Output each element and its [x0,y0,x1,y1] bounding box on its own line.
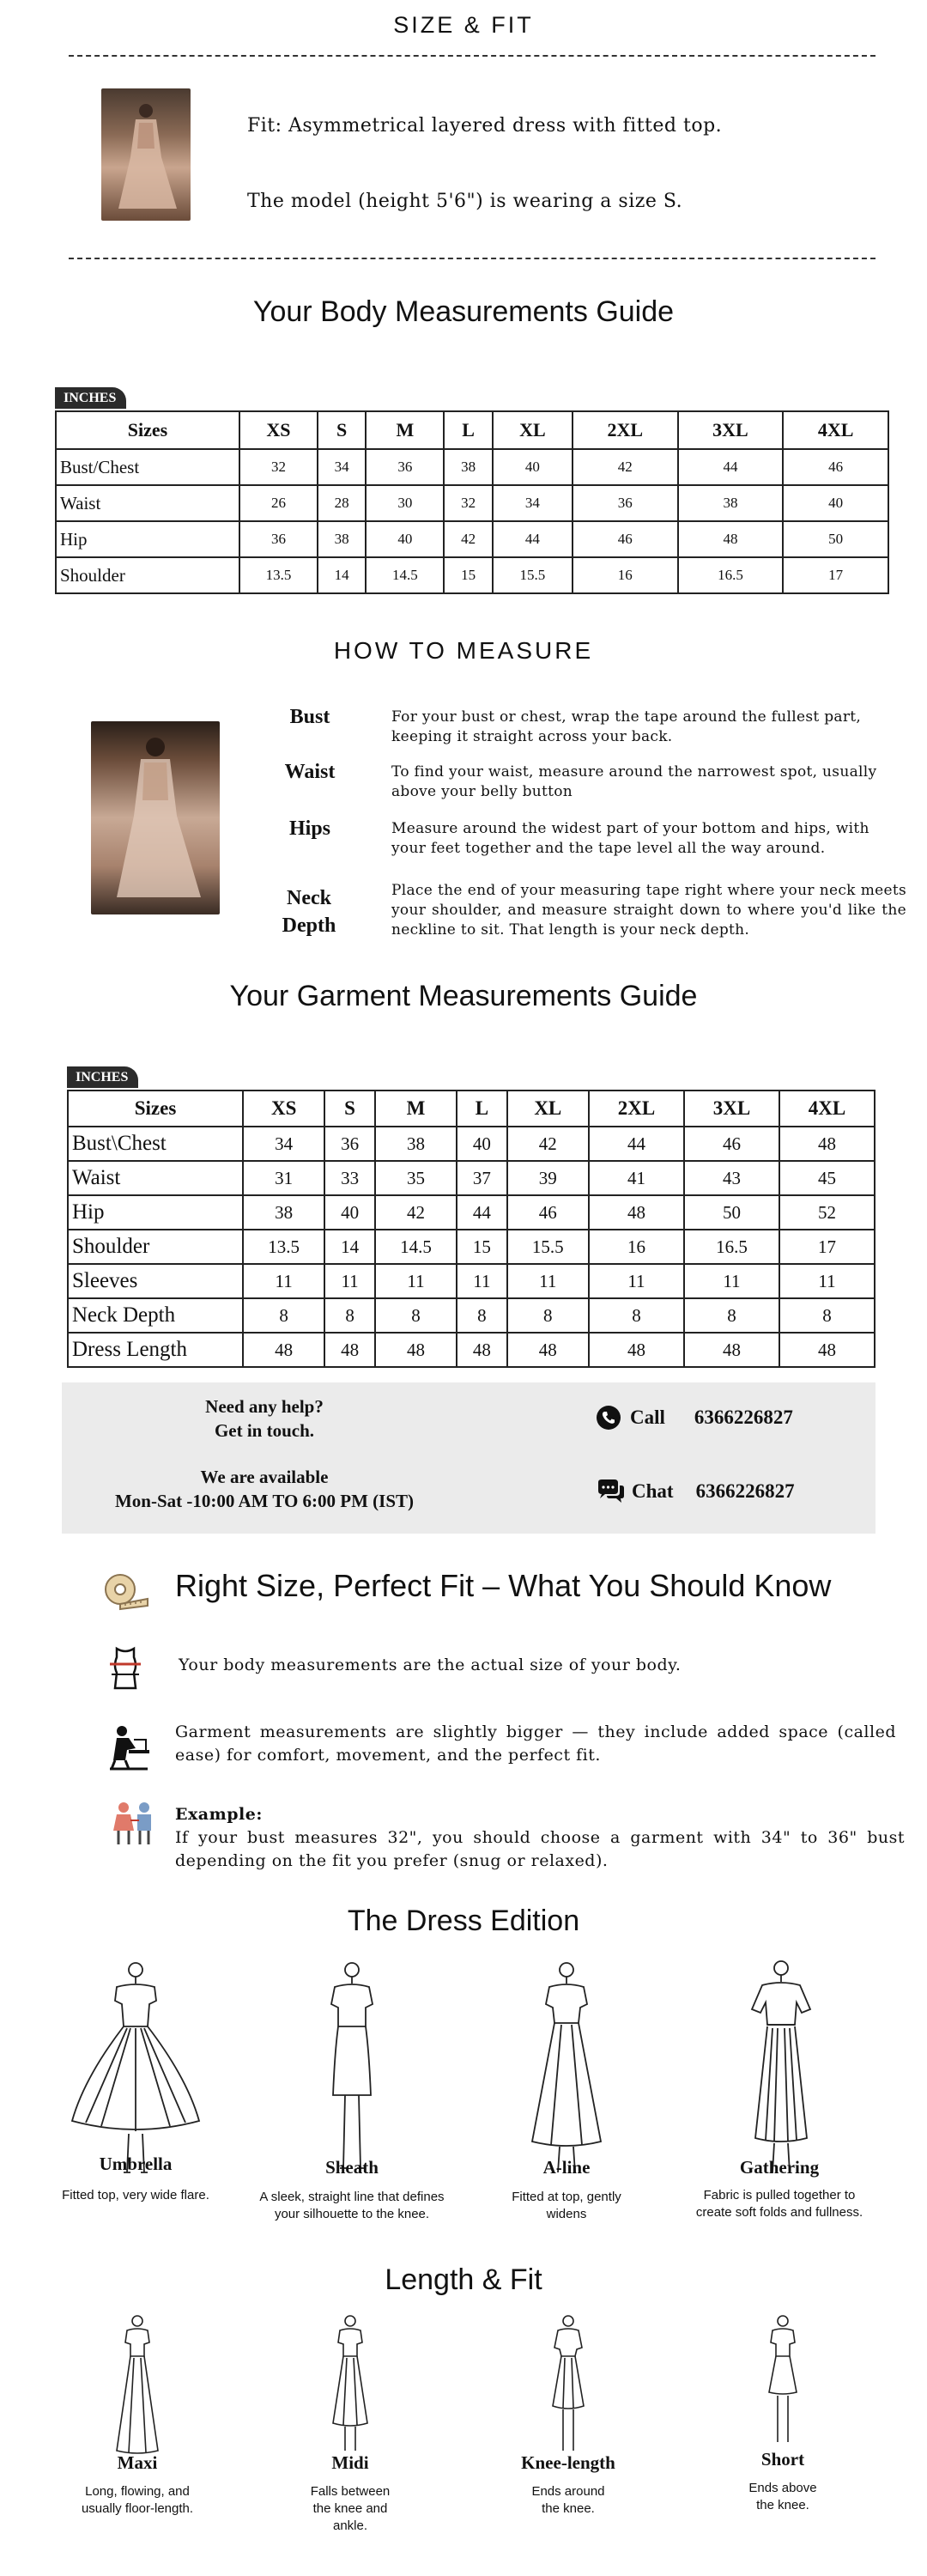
table-cell: 17 [783,557,888,593]
measure-desc-waist: To find your waist, measure around the narrowest spot, usually above your belly button [391,763,877,800]
measure-desc-neck-depth: Place the end of your measuring tape right where your neck meets your shoulder, and measure straight down to where you'd like the neckline to sit. That length is your neck depth. [391,882,906,939]
know-title: Right Size, Perfect Fit – What You Should Know [175,1568,832,1603]
umbrella-dress-icon [67,1958,204,2181]
table-row [68,1195,875,1230]
chat-bubble-icon [596,1479,625,1504]
know-point-2: Garment measurements are slightly bigger — they include added space (called ease) for comfort, movement, and the perfect fit. [175,1722,896,1765]
model-figure-icon [91,721,220,914]
table-cell: 26 [239,485,318,521]
table-header-row [68,1091,875,1127]
table-cell: 34 [243,1127,324,1161]
table-cell: 46 [573,521,678,557]
table-header-row [56,411,888,449]
sheath-desc: A sleek, straight line that defines your silhouette to the knee. [259,2190,445,2221]
table-cell: 40 [457,1127,506,1161]
short-dress-icon [748,2313,817,2451]
umbrella-name: Umbrella [99,2154,173,2174]
table-cell: 48 [779,1333,875,1367]
table-cell: 30 [366,485,444,521]
table-cell: 48 [324,1333,374,1367]
garment-measurement-table [67,1090,876,1368]
size-header-l: L [444,411,493,449]
size-header-4xl: 4XL [783,411,888,449]
help-line-2: Get in touch. [214,1420,315,1441]
table-row [68,1161,875,1195]
table-cell: 33 [324,1161,374,1195]
table-cell: 15.5 [493,557,573,593]
garment-unit-tab: INCHES [67,1066,138,1088]
size-header-s: S [324,1091,374,1127]
table-cell: 11 [684,1264,779,1298]
table-cell: 13.5 [243,1230,324,1264]
table-cell: 44 [678,449,784,485]
table-cell: 38 [318,521,367,557]
table-cell: 8 [324,1298,374,1333]
body-guide-title: Your Body Measurements Guide [252,295,675,328]
table-cell: 15 [457,1230,506,1264]
table-cell: 46 [684,1127,779,1161]
measuring-tape-icon [103,1568,151,1611]
measure-term-neck-depth: Neck Depth [282,887,336,937]
size-header-2xl: 2XL [573,411,678,449]
table-cell: 14 [324,1230,374,1264]
table-cell: 48 [779,1127,875,1161]
availability-line-2: Mon-Sat -10:00 AM TO 6:00 PM (IST) [114,1491,415,1511]
fit-divider [69,258,876,259]
how-to-measure-title: HOW TO MEASURE [333,637,594,664]
table-cell: 32 [239,449,318,485]
example-label: Example: [175,1805,263,1824]
table-cell: 15.5 [507,1230,589,1264]
table-cell: 11 [375,1264,457,1298]
table-cell: 11 [324,1264,374,1298]
table-cell: 42 [573,449,678,485]
table-cell: 44 [457,1195,506,1230]
body-measure-icon [106,1645,144,1690]
table-cell: 48 [457,1333,506,1367]
sizes-header: Sizes [56,411,239,449]
size-header-xs: XS [239,411,318,449]
row-label: Shoulder [68,1230,243,1264]
table-row [56,557,888,593]
garment-guide-title: Your Garment Measurements Guide [229,980,698,1012]
a-line-dress-icon [506,1958,627,2181]
umbrella-desc: Fitted top, very wide flare. [62,2188,209,2202]
gathering-name: Gathering [739,2157,820,2178]
measure-term-hips: Hips [288,817,331,840]
availability-line-1: We are available [200,1467,329,1487]
help-line-1: Need any help? [205,1396,324,1417]
size-header-xl: XL [493,411,573,449]
phone-icon [596,1405,621,1431]
table-cell: 14 [318,557,367,593]
size-header-xs: XS [243,1091,324,1127]
table-cell: 11 [457,1264,506,1298]
size-header-s: S [318,411,367,449]
table-cell: 11 [779,1264,875,1298]
table-cell: 40 [366,521,444,557]
row-label: Hip [68,1195,243,1230]
table-cell: 48 [678,521,784,557]
size-header-3xl: 3XL [678,411,784,449]
midi-desc: Falls between the knee and ankle. [310,2484,391,2533]
table-cell: 44 [493,521,573,557]
table-cell: 48 [589,1333,684,1367]
table-row [68,1230,875,1264]
table-row [68,1298,875,1333]
knee-length-name: Knee-length [521,2452,615,2473]
table-cell: 16 [573,557,678,593]
midi-name: Midi [331,2452,369,2473]
know-point-1: Your body measurements are the actual size of your body. [179,1656,682,1674]
table-cell: 48 [684,1333,779,1367]
row-label: Dress Length [68,1333,243,1367]
chat-label: Chat [632,1480,674,1502]
call-label: Call [630,1406,665,1428]
dress-edition-title: The Dress Edition [347,1905,580,1937]
table-cell: 16.5 [678,557,784,593]
row-label: Waist [56,485,239,521]
help-heading [127,1394,402,1443]
a-line-desc: Fitted at top, gently widens [512,2190,621,2221]
measure-term-waist: Waist [284,761,336,783]
table-cell: 36 [366,449,444,485]
table-cell: 34 [318,449,367,485]
table-cell: 38 [678,485,784,521]
page-title: SIZE & FIT [393,12,534,38]
size-header-m: M [375,1091,457,1127]
table-cell: 46 [783,449,888,485]
table-cell: 13.5 [239,557,318,593]
table-cell: 8 [243,1298,324,1333]
sizes-header: Sizes [68,1091,243,1127]
row-label: Waist [68,1161,243,1195]
body-unit-tab: INCHES [55,387,126,409]
table-cell: 36 [573,485,678,521]
table-row [56,521,888,557]
table-cell: 38 [243,1195,324,1230]
short-desc: Ends above the knee. [748,2481,817,2512]
row-label: Hip [56,521,239,557]
availability [93,1465,436,1513]
table-cell: 42 [507,1127,589,1161]
table-cell: 50 [684,1195,779,1230]
size-header-l: L [457,1091,506,1127]
table-cell: 15 [444,557,493,593]
row-label: Shoulder [56,557,239,593]
model-figure-icon [101,88,191,221]
sheath-name: Sheath [325,2157,379,2178]
table-cell: 48 [507,1333,589,1367]
table-cell: 40 [783,485,888,521]
size-header-m: M [366,411,444,449]
short-name: Short [760,2449,805,2470]
table-cell: 8 [684,1298,779,1333]
table-cell: 16.5 [684,1230,779,1264]
measure-desc-hips: Measure around the widest part of your bottom and hips, with your feet together and the tape level all the way around. [391,820,869,857]
table-cell: 8 [779,1298,875,1333]
a-line-name: A-line [542,2157,591,2178]
size-header-2xl: 2XL [589,1091,684,1127]
row-label: Neck Depth [68,1298,243,1333]
model-photo [101,88,191,221]
table-cell: 41 [589,1161,684,1195]
tailor-icon [105,1722,151,1771]
length-fit-title: Length & Fit [385,2263,542,2296]
table-cell: 8 [375,1298,457,1333]
table-cell: 48 [375,1333,457,1367]
table-cell: 42 [375,1195,457,1230]
maxi-dress-icon [103,2313,172,2459]
gathering-desc: Fabric is pulled together to create soft folds and fullness. [695,2188,863,2220]
sheath-dress-icon [292,1958,412,2181]
table-cell: 40 [493,449,573,485]
table-cell: 28 [318,485,367,521]
size-header-3xl: 3XL [684,1091,779,1127]
table-row [56,449,888,485]
table-cell: 48 [243,1333,324,1367]
table-row [56,485,888,521]
gathering-dress-icon [721,1958,841,2181]
table-cell: 34 [493,485,573,521]
model-measure-photo [91,721,220,914]
table-cell: 43 [684,1161,779,1195]
measure-desc-bust: For your bust or chest, wrap the tape around the fullest part, keeping it straight across your back. [391,708,862,745]
table-cell: 40 [324,1195,374,1230]
knee-length-dress-icon [534,2313,603,2459]
table-cell: 17 [779,1230,875,1264]
table-cell: 14.5 [366,557,444,593]
table-cell: 46 [507,1195,589,1230]
table-cell: 52 [779,1195,875,1230]
table-cell: 48 [589,1195,684,1230]
fit-description: Fit: Asymmetrical layered dress with fitted top. [247,115,723,137]
table-cell: 42 [444,521,493,557]
example-text: If your bust measures 32", you should choose a garment with 34" to 36" bust depending on the fit you prefer (snug or relaxed). [175,1828,905,1870]
table-cell: 38 [444,449,493,485]
model-size-note: The model (height 5'6") is wearing a size S. [247,191,683,212]
midi-dress-icon [316,2313,385,2459]
table-cell: 16 [589,1230,684,1264]
table-cell: 8 [507,1298,589,1333]
table-cell: 36 [239,521,318,557]
top-divider [69,55,876,57]
size-header-xl: XL [507,1091,589,1127]
table-cell: 44 [589,1127,684,1161]
table-cell: 11 [589,1264,684,1298]
call-number[interactable]: 6366226827 [694,1406,793,1428]
chat-button[interactable] [596,1479,795,1504]
table-row [68,1264,875,1298]
table-cell: 50 [783,521,888,557]
row-label: Sleeves [68,1264,243,1298]
table-cell: 11 [243,1264,324,1298]
table-cell: 45 [779,1161,875,1195]
table-cell: 38 [375,1127,457,1161]
table-cell: 32 [444,485,493,521]
call-button[interactable] [596,1405,793,1431]
maxi-desc: Long, flowing, and usually floor-length. [81,2484,194,2516]
table-cell: 8 [589,1298,684,1333]
table-row [68,1333,875,1367]
fitting-icon [110,1800,158,1846]
table-cell: 36 [324,1127,374,1161]
measure-term-bust: Bust [289,706,330,728]
maxi-name: Maxi [117,2452,158,2473]
table-cell: 14.5 [375,1230,457,1264]
size-header-4xl: 4XL [779,1091,875,1127]
table-cell: 11 [507,1264,589,1298]
table-cell: 39 [507,1161,589,1195]
table-cell: 8 [457,1298,506,1333]
table-row [68,1127,875,1161]
table-cell: 37 [457,1161,506,1195]
chat-number[interactable]: 6366226827 [695,1480,795,1502]
table-cell: 35 [375,1161,457,1195]
table-cell: 31 [243,1161,324,1195]
row-label: Bust\Chest [68,1127,243,1161]
body-measurement-table [55,410,889,594]
knee-length-desc: Ends around the knee. [531,2484,605,2516]
row-label: Bust/Chest [56,449,239,485]
